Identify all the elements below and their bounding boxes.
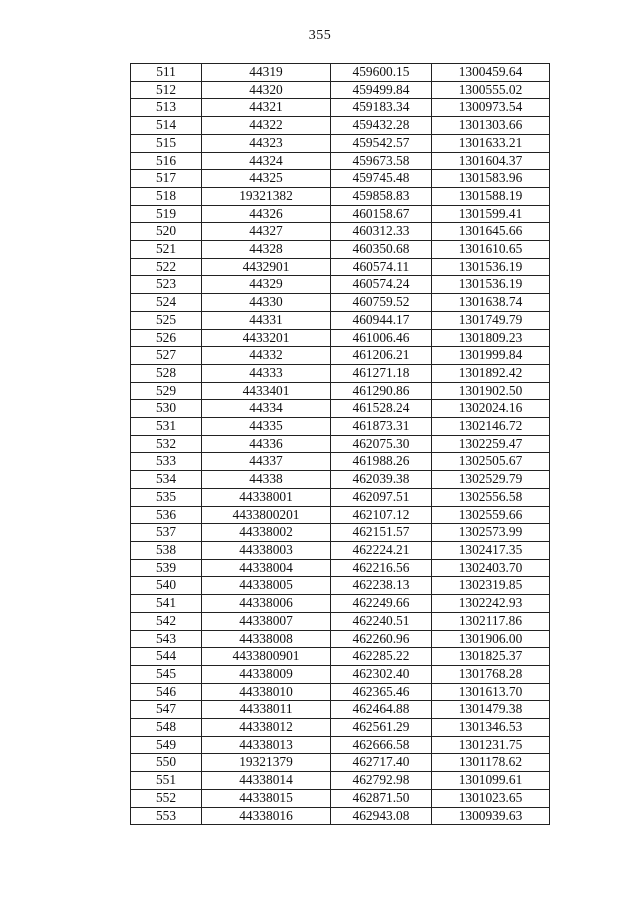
table-row [131, 577, 550, 595]
y-coordinate-cell: 1301588.19 [432, 187, 550, 205]
row-index-cell: 535 [131, 488, 202, 506]
row-index-cell: 518 [131, 187, 202, 205]
table-row [131, 754, 550, 772]
row-index-cell: 551 [131, 772, 202, 790]
table-row [131, 205, 550, 223]
table-row [131, 382, 550, 400]
y-coordinate-cell: 1301346.53 [432, 719, 550, 737]
coordinates-table-body [131, 64, 550, 825]
x-coordinate-cell: 462365.46 [331, 683, 432, 701]
table-row [131, 329, 550, 347]
x-coordinate-cell: 462943.08 [331, 807, 432, 825]
point-id-cell: 44321 [202, 99, 331, 117]
x-coordinate-cell: 459499.84 [331, 81, 432, 99]
row-index-cell: 512 [131, 81, 202, 99]
x-coordinate-cell: 460574.11 [331, 258, 432, 276]
table-row [131, 524, 550, 542]
point-id-cell: 19321382 [202, 187, 331, 205]
row-index-cell: 548 [131, 719, 202, 737]
row-index-cell: 543 [131, 630, 202, 648]
y-coordinate-cell: 1300555.02 [432, 81, 550, 99]
point-id-cell: 44331 [202, 311, 331, 329]
point-id-cell: 44338001 [202, 488, 331, 506]
x-coordinate-cell: 459858.83 [331, 187, 432, 205]
row-index-cell: 513 [131, 99, 202, 117]
table-row [131, 683, 550, 701]
point-id-cell: 44325 [202, 170, 331, 188]
y-coordinate-cell: 1302529.79 [432, 471, 550, 489]
y-coordinate-cell: 1302117.86 [432, 612, 550, 630]
x-coordinate-cell: 462666.58 [331, 736, 432, 754]
x-coordinate-cell: 462561.29 [331, 719, 432, 737]
point-id-cell: 44328 [202, 241, 331, 259]
point-id-cell: 44320 [202, 81, 331, 99]
point-id-cell: 44333 [202, 364, 331, 382]
x-coordinate-cell: 459432.28 [331, 117, 432, 135]
row-index-cell: 522 [131, 258, 202, 276]
x-coordinate-cell: 461290.86 [331, 382, 432, 400]
row-index-cell: 511 [131, 64, 202, 82]
x-coordinate-cell: 462216.56 [331, 559, 432, 577]
row-index-cell: 517 [131, 170, 202, 188]
table-row [131, 152, 550, 170]
y-coordinate-cell: 1301749.79 [432, 311, 550, 329]
table-row [131, 789, 550, 807]
row-index-cell: 531 [131, 418, 202, 436]
x-coordinate-cell: 461528.24 [331, 400, 432, 418]
x-coordinate-cell: 462464.88 [331, 701, 432, 719]
point-id-cell: 44326 [202, 205, 331, 223]
x-coordinate-cell: 461206.21 [331, 347, 432, 365]
point-id-cell: 44338010 [202, 683, 331, 701]
y-coordinate-cell: 1301479.38 [432, 701, 550, 719]
point-id-cell: 44336 [202, 435, 331, 453]
x-coordinate-cell: 462240.51 [331, 612, 432, 630]
row-index-cell: 550 [131, 754, 202, 772]
row-index-cell: 534 [131, 471, 202, 489]
x-coordinate-cell: 462871.50 [331, 789, 432, 807]
y-coordinate-cell: 1302319.85 [432, 577, 550, 595]
x-coordinate-cell: 459542.57 [331, 134, 432, 152]
x-coordinate-cell: 462792.98 [331, 772, 432, 790]
x-coordinate-cell: 462285.22 [331, 648, 432, 666]
x-coordinate-cell: 460350.68 [331, 241, 432, 259]
x-coordinate-cell: 459183.34 [331, 99, 432, 117]
x-coordinate-cell: 462249.66 [331, 595, 432, 613]
point-id-cell: 44338015 [202, 789, 331, 807]
point-id-cell: 44338012 [202, 719, 331, 737]
y-coordinate-cell: 1302417.35 [432, 541, 550, 559]
x-coordinate-cell: 462097.51 [331, 488, 432, 506]
row-index-cell: 529 [131, 382, 202, 400]
row-index-cell: 537 [131, 524, 202, 542]
y-coordinate-cell: 1301999.84 [432, 347, 550, 365]
x-coordinate-cell: 460312.33 [331, 223, 432, 241]
y-coordinate-cell: 1301536.19 [432, 258, 550, 276]
y-coordinate-cell: 1301825.37 [432, 648, 550, 666]
point-id-cell: 44323 [202, 134, 331, 152]
row-index-cell: 521 [131, 241, 202, 259]
y-coordinate-cell: 1302505.67 [432, 453, 550, 471]
point-id-cell: 44335 [202, 418, 331, 436]
point-id-cell: 44337 [202, 453, 331, 471]
row-index-cell: 514 [131, 117, 202, 135]
row-index-cell: 540 [131, 577, 202, 595]
point-id-cell: 44338007 [202, 612, 331, 630]
row-index-cell: 526 [131, 329, 202, 347]
y-coordinate-cell: 1301633.21 [432, 134, 550, 152]
y-coordinate-cell: 1301023.65 [432, 789, 550, 807]
table-row [131, 187, 550, 205]
table-row [131, 134, 550, 152]
table-row [131, 665, 550, 683]
point-id-cell: 44319 [202, 64, 331, 82]
y-coordinate-cell: 1301906.00 [432, 630, 550, 648]
y-coordinate-cell: 1301768.28 [432, 665, 550, 683]
point-id-cell: 44338004 [202, 559, 331, 577]
table-row [131, 418, 550, 436]
table-row [131, 471, 550, 489]
row-index-cell: 549 [131, 736, 202, 754]
y-coordinate-cell: 1301536.19 [432, 276, 550, 294]
table-row [131, 311, 550, 329]
x-coordinate-cell: 462302.40 [331, 665, 432, 683]
table-row [131, 347, 550, 365]
y-coordinate-cell: 1302573.99 [432, 524, 550, 542]
y-coordinate-cell: 1302559.66 [432, 506, 550, 524]
row-index-cell: 524 [131, 294, 202, 312]
table-row [131, 400, 550, 418]
row-index-cell: 532 [131, 435, 202, 453]
x-coordinate-cell: 462260.96 [331, 630, 432, 648]
point-id-cell: 4433401 [202, 382, 331, 400]
point-id-cell: 44324 [202, 152, 331, 170]
row-index-cell: 525 [131, 311, 202, 329]
table-row [131, 117, 550, 135]
table-row [131, 99, 550, 117]
row-index-cell: 520 [131, 223, 202, 241]
table-row [131, 559, 550, 577]
point-id-cell: 44338008 [202, 630, 331, 648]
y-coordinate-cell: 1302403.70 [432, 559, 550, 577]
row-index-cell: 542 [131, 612, 202, 630]
y-coordinate-cell: 1302242.93 [432, 595, 550, 613]
point-id-cell: 19321379 [202, 754, 331, 772]
table-row [131, 488, 550, 506]
y-coordinate-cell: 1301178.62 [432, 754, 550, 772]
row-index-cell: 530 [131, 400, 202, 418]
table-row [131, 364, 550, 382]
table-row [131, 294, 550, 312]
y-coordinate-cell: 1302259.47 [432, 435, 550, 453]
table-row [131, 506, 550, 524]
row-index-cell: 541 [131, 595, 202, 613]
y-coordinate-cell: 1301892.42 [432, 364, 550, 382]
row-index-cell: 544 [131, 648, 202, 666]
x-coordinate-cell: 459745.48 [331, 170, 432, 188]
x-coordinate-cell: 460759.52 [331, 294, 432, 312]
table-row [131, 648, 550, 666]
table-row [131, 772, 550, 790]
row-index-cell: 519 [131, 205, 202, 223]
y-coordinate-cell: 1301303.66 [432, 117, 550, 135]
x-coordinate-cell: 462039.38 [331, 471, 432, 489]
x-coordinate-cell: 461006.46 [331, 329, 432, 347]
y-coordinate-cell: 1301599.41 [432, 205, 550, 223]
table-row [131, 64, 550, 82]
y-coordinate-cell: 1301638.74 [432, 294, 550, 312]
coordinates-table [130, 63, 550, 825]
x-coordinate-cell: 462151.57 [331, 524, 432, 542]
point-id-cell: 44338 [202, 471, 331, 489]
y-coordinate-cell: 1301809.23 [432, 329, 550, 347]
x-coordinate-cell: 462107.12 [331, 506, 432, 524]
x-coordinate-cell: 462075.30 [331, 435, 432, 453]
point-id-cell: 4433800901 [202, 648, 331, 666]
x-coordinate-cell: 461988.26 [331, 453, 432, 471]
page-number: 355 [308, 28, 332, 43]
y-coordinate-cell: 1302556.58 [432, 488, 550, 506]
y-coordinate-cell: 1301604.37 [432, 152, 550, 170]
table-row [131, 541, 550, 559]
table-row [131, 453, 550, 471]
table-row [131, 630, 550, 648]
y-coordinate-cell: 1300939.63 [432, 807, 550, 825]
table-row [131, 807, 550, 825]
table-row [131, 276, 550, 294]
y-coordinate-cell: 1302024.16 [432, 400, 550, 418]
point-id-cell: 44327 [202, 223, 331, 241]
point-id-cell: 44338014 [202, 772, 331, 790]
point-id-cell: 44334 [202, 400, 331, 418]
row-index-cell: 545 [131, 665, 202, 683]
x-coordinate-cell: 462717.40 [331, 754, 432, 772]
y-coordinate-cell: 1301583.96 [432, 170, 550, 188]
point-id-cell: 44338005 [202, 577, 331, 595]
point-id-cell: 44338002 [202, 524, 331, 542]
row-index-cell: 516 [131, 152, 202, 170]
point-id-cell: 4433800201 [202, 506, 331, 524]
table-row [131, 170, 550, 188]
x-coordinate-cell: 462238.13 [331, 577, 432, 595]
table-row [131, 736, 550, 754]
x-coordinate-cell: 459600.15 [331, 64, 432, 82]
y-coordinate-cell: 1301613.70 [432, 683, 550, 701]
point-id-cell: 44330 [202, 294, 331, 312]
table-row [131, 595, 550, 613]
y-coordinate-cell: 1301099.61 [432, 772, 550, 790]
y-coordinate-cell: 1302146.72 [432, 418, 550, 436]
table-row [131, 719, 550, 737]
point-id-cell: 44322 [202, 117, 331, 135]
y-coordinate-cell: 1301231.75 [432, 736, 550, 754]
x-coordinate-cell: 461271.18 [331, 364, 432, 382]
row-index-cell: 538 [131, 541, 202, 559]
point-id-cell: 44338011 [202, 701, 331, 719]
point-id-cell: 44338009 [202, 665, 331, 683]
point-id-cell: 44332 [202, 347, 331, 365]
row-index-cell: 528 [131, 364, 202, 382]
table-row [131, 701, 550, 719]
row-index-cell: 533 [131, 453, 202, 471]
row-index-cell: 536 [131, 506, 202, 524]
table-row [131, 81, 550, 99]
row-index-cell: 546 [131, 683, 202, 701]
point-id-cell: 44338003 [202, 541, 331, 559]
table-row [131, 223, 550, 241]
y-coordinate-cell: 1301610.65 [432, 241, 550, 259]
table-row [131, 612, 550, 630]
x-coordinate-cell: 461873.31 [331, 418, 432, 436]
table-row [131, 258, 550, 276]
point-id-cell: 44338006 [202, 595, 331, 613]
point-id-cell: 4433201 [202, 329, 331, 347]
y-coordinate-cell: 1301645.66 [432, 223, 550, 241]
x-coordinate-cell: 460158.67 [331, 205, 432, 223]
x-coordinate-cell: 459673.58 [331, 152, 432, 170]
table-row [131, 241, 550, 259]
x-coordinate-cell: 462224.21 [331, 541, 432, 559]
y-coordinate-cell: 1300973.54 [432, 99, 550, 117]
row-index-cell: 553 [131, 807, 202, 825]
point-id-cell: 44338013 [202, 736, 331, 754]
table-row [131, 435, 550, 453]
row-index-cell: 539 [131, 559, 202, 577]
row-index-cell: 527 [131, 347, 202, 365]
point-id-cell: 44329 [202, 276, 331, 294]
row-index-cell: 515 [131, 134, 202, 152]
row-index-cell: 552 [131, 789, 202, 807]
x-coordinate-cell: 460574.24 [331, 276, 432, 294]
y-coordinate-cell: 1300459.64 [432, 64, 550, 82]
point-id-cell: 44338016 [202, 807, 331, 825]
row-index-cell: 523 [131, 276, 202, 294]
y-coordinate-cell: 1301902.50 [432, 382, 550, 400]
row-index-cell: 547 [131, 701, 202, 719]
point-id-cell: 4432901 [202, 258, 331, 276]
x-coordinate-cell: 460944.17 [331, 311, 432, 329]
